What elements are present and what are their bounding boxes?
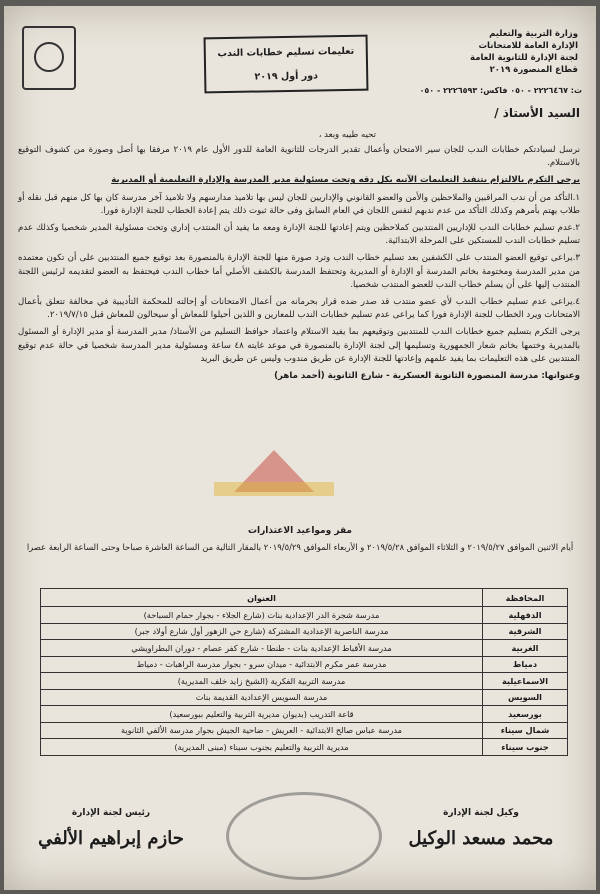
greeting: تحيه طيبه وبعد ، xyxy=(318,130,376,140)
governorate-cell: شمال سيناء xyxy=(483,722,568,739)
address-cell: مدرسة الناصرية الإعدادية المشتركة (شارع حي الزهور أول شارع أولاد جبر) xyxy=(41,623,483,640)
governorate-cell: الدقهلية xyxy=(483,607,568,624)
signature-head xyxy=(26,808,196,849)
table-row xyxy=(41,739,568,756)
governorate-header: المحافظة xyxy=(483,589,568,607)
governorate-cell: بورسعيد xyxy=(483,706,568,723)
table-row xyxy=(41,706,568,723)
table-row xyxy=(41,656,568,673)
schedule-dates: أيام الاثنين الموافق ٢٠١٩/٥/٢٧ و الثلاثاء الموافق ٢٠١٩/٥/٢٨ و الأربعاء الموافق ٢٠١٩/٥/٢٩ بالمقار التالية من الساعة العاشرة صباحا وحتى الساعة الرابعة عصرا xyxy=(26,542,574,552)
document-body xyxy=(18,144,580,387)
governorate-cell: جنوب سيناء xyxy=(483,739,568,756)
ministry-emblem-icon xyxy=(22,26,76,90)
instruction-2: ٢.عدم تسليم خطابات الندب للإداريين المنتدبين كملاحظين ويتم إعادتها للجنة الإدارة ومعه ما يفيد أن المنتدب إداري وتحت مسئولية المدير شخصيا وكذلك عدم تسليم خطابات الندب للمستكين على المرحلة الابتدائية. xyxy=(18,223,580,247)
table-row xyxy=(41,689,568,706)
delivery-paragraph: يرجى التكرم بتسليم جميع خطابات الندب للمنتدبين وتوقيعهم بما يفيد الاستلام واعتماد حوافظ التسليم من الأستاذ/ مدير المدرسة أو مدير الإدارة أو المسئول بالمديرية وختمها بخاتم شعار الجمهورية وتسليمها إلى لجنة الإدارة بالمنصورة في موعد غايته ٤٨ ساعة ومسئولية مدير المدرسة شخصيا في حالة عدم توقيع المنتدبين على هذه التعليمات بما يفيد علمهم وإعادتها للجنة الإدارة عن طريق مندوب وليس عن طريق البريد xyxy=(18,327,580,364)
signature-role: رئيس لجنة الإدارة xyxy=(71,808,151,818)
address-cell: مدرسة عباس صالح الابتدائية - العريش - ضاحية الجيش بجوار مدرسة الألفي الثانوية xyxy=(41,722,483,739)
instruction-3: ٣.يراعى توقيع العضو المنتدب على الكشفين بعد تسليم خطاب الندب وترد صورة منها للجنة الإدارة بالمنصورة بعد توقيع جميع المنتدبين على أن تكون معتمده من مدير المدرسة ومختومة بخاتم المدرسة أو الإدارة أو المديرية وتحتفظ المدرسة بالكشف الأصلي أما خطاب الندب فيحتفظ به العضو لتقديمه لرئيس اللجنة المنتدب إليها على أن يسلم خطاب الندب للعضو المنتدب شخصيا. xyxy=(18,253,580,290)
table-row xyxy=(41,623,568,640)
document-title-box xyxy=(204,35,369,94)
venues-table xyxy=(40,588,568,756)
instructions-heading: يرجى التكرم بالالتزام بتنفيذ التعليمات الآتيه بكل دقه وتحت مسئولية مدير المدرسة والإدارة التعليمية أو المديرية xyxy=(111,175,580,186)
address-cell: مدرسة الأقباط الإعدادية بنات - طنطا - شارع كفر عصام - دوران البطراويشي xyxy=(41,640,483,657)
address-cell: مدرسة شجرة الدر الإعدادية بنات (شارع الجلاء - بجوار حمام السباحة) xyxy=(41,607,483,624)
signature-deputy xyxy=(396,808,566,849)
watermark-logo-icon xyxy=(174,442,374,502)
signature-role: وكيل لجنة الإدارة xyxy=(443,808,519,818)
address-cell: مدرسة عمر مكرم الابتدائية - ميدان سرو - بجوار مدرسة الراهبات - دمياط xyxy=(41,656,483,673)
table-row xyxy=(41,607,568,624)
address-header: العنوان xyxy=(41,589,483,607)
governorate-cell: دمياط xyxy=(483,656,568,673)
ministry-line: قطاع المنصورة ٢٠١٩ xyxy=(489,65,578,75)
document-page xyxy=(4,6,596,890)
ministry-header xyxy=(408,28,578,76)
schedule-title: مقر ومواعيد الاعتذارات xyxy=(247,526,353,536)
signature-name: محمد مسعد الوكيل xyxy=(408,828,554,849)
table-row xyxy=(41,722,568,739)
table-row xyxy=(41,673,568,690)
signature-name: حازم إبراهيم الألفي xyxy=(38,828,184,849)
address-cell: مديرية التربية والتعليم بجنوب سيناء (مبنى المديرية) xyxy=(41,739,483,756)
address-cell: قاعة التدريب (بديوان مديرية التربية والتعليم ببورسعيد) xyxy=(41,706,483,723)
document-round: دور أول ٢٠١٩ xyxy=(254,70,319,83)
ministry-line: وزارة التربية والتعليم xyxy=(489,29,578,39)
address-cell: مدرسة التربية الفكرية (الشيخ زايد خلف المديرية) xyxy=(41,673,483,690)
intro-paragraph: نرسل لسيادتكم خطابات الندب للجان سير الامتحان وأعمال تقدير الدرجات للثانوية العامة للدور الأول عام ٢٠١٩ مرفقا بها أصل وصورة من كشوف التوقيع بالاستلام. xyxy=(18,145,580,169)
governorate-cell: الغربية xyxy=(483,640,568,657)
instruction-4: ٤.يراعى عدم تسليم خطاب الندب لأي عضو منتدب قد صدر ضده قرار بحرمانه من أعمال الامتحانات أو إحالته للمحكمة التأديبية في مخالفة تتعلق بأعمال الامتحانات ويرد الخطاب للجنة الإدارة فورا كما يراعى عدم تسليم خطابات الندب للمعارين و اللذين أحيلوا للمعاش أو سيحالون للمعاش قبل ٢٠١٩/٧/١٥. xyxy=(18,297,580,321)
address-paragraph: وعنوانها: مدرسة المنصورة الثانوية العسكرية - شارع الثانوية (أحمد ماهر) xyxy=(274,371,580,382)
address-cell: مدرسة السويس الإعدادية القديمة بنات xyxy=(41,689,483,706)
salutation: السيد الأستاذ / xyxy=(494,106,580,120)
document-title: تعليمات تسليم خطابات الندب xyxy=(217,45,355,60)
governorate-cell: الشرقية xyxy=(483,623,568,640)
official-stamp-icon xyxy=(226,792,382,880)
governorate-cell: الاسماعيلية xyxy=(483,673,568,690)
governorate-cell: السويس xyxy=(483,689,568,706)
table-row xyxy=(41,640,568,657)
contact-numbers: ت: ٢٢٢٦٤٦٧ - ٠٥٠ فاكس: ٢٢٢٦٥٩٣ - ٠٥٠ xyxy=(419,86,582,95)
table-header-row xyxy=(41,589,568,607)
instruction-1: ١.التأكد من أن ندب المراقبين والملاحظين والأمن والعضو القانوني والإداريين للجان ليس بها تلاميذ مدارسهم ولا تلاميذ آخر مدرسة كان بها كل منهم قبل نقله أو طلاب يهتم بأمرهم وكذلك التأكد من عدم ندبهم لنفس اللجان في العام السابق وفى حالة ثبوت ذلك يتم إعادة الخطاب للجنة الإدارة فورا. xyxy=(18,192,580,216)
ministry-line: لجنة الإدارة للثانوية العامة xyxy=(470,53,578,63)
ministry-line: الإدارة العامة للامتحانات xyxy=(478,41,578,51)
